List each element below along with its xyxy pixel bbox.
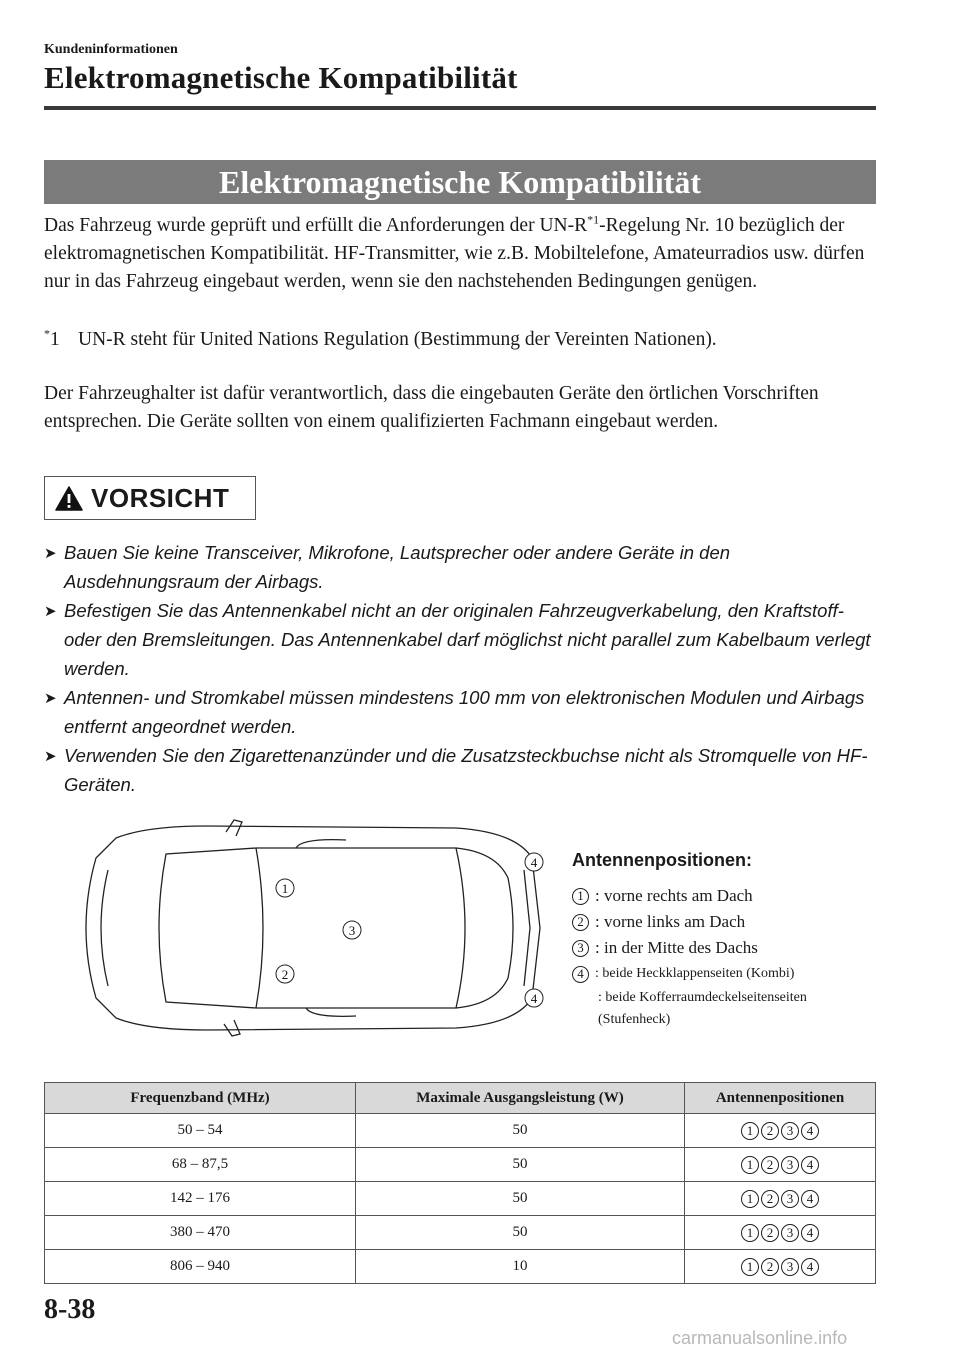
chapter-title: Elektromagnetische Kompatibilität xyxy=(44,60,518,95)
table-row xyxy=(45,1182,876,1216)
diagram-marker: 1 xyxy=(281,881,289,896)
arrow-bullet-icon: ➤ xyxy=(44,603,57,620)
intro-paragraph: Das Fahrzeug wurde geprüft und erfüllt die Anforderungen der $UN-R^{*1}$-Regelung Nr. 10 bezüglich der elektromagnetischen Kompatibilität. HF-Transmitter, wie z.B. Mobiltelefone, Amateurradios usw. dürfen nur in das Fahrzeug eingebaut werden, wenn sie den nachstehenden Bedingungen genügen. xyxy=(44,212,865,292)
column-header: Frequenzband (MHz) xyxy=(45,1083,356,1114)
caution-item: ➤ Bauen Sie keine Transceiver, Mikrofone, Lautsprecher oder andere Geräte in den Ausdehnungsraum der Airbags. xyxy=(44,538,884,596)
power-cell: 50 xyxy=(356,1114,685,1148)
legend-title: Antennenpositionen: xyxy=(572,850,752,870)
legend-subtext: (Stufenheck) xyxy=(598,1012,671,1027)
legend-item: 4 : beide Heckklappenseiten (Kombi) xyxy=(572,961,872,987)
legend-item: 3 : in der Mitte des Dachs xyxy=(572,935,872,961)
chapter-divider xyxy=(44,106,876,110)
power-cell: 50 xyxy=(356,1182,685,1216)
legend-subtext: : beide Kofferraumdeckelseitenseiten xyxy=(598,990,807,1005)
caution-list xyxy=(44,538,884,799)
column-header: Maximale Ausgangsleistung (W) xyxy=(356,1083,685,1114)
table-row xyxy=(45,1114,876,1148)
section-banner: Elektromagnetische Kompatibilität xyxy=(44,160,876,204)
positions-cell: 1 2 3 4 xyxy=(685,1148,876,1182)
caution-box xyxy=(44,476,256,520)
table-row xyxy=(45,1250,876,1284)
caution-item: ➤ Verwenden Sie den Zigarettenanzünder und die Zusatzsteckbuchse nicht als Stromquelle von HF-Geräten. xyxy=(44,741,884,799)
page-number: 8-38 xyxy=(44,1294,96,1325)
antenna-legend xyxy=(572,850,872,1031)
positions-cell: 1 2 3 4 xyxy=(685,1114,876,1148)
band-cell: 806 – 940 xyxy=(45,1250,356,1284)
footnote: *1 UN-R steht für United Nations Regulation (Bestimmung der Vereinten Nationen). xyxy=(44,326,717,350)
band-cell: 50 – 54 xyxy=(45,1114,356,1148)
arrow-bullet-icon: ➤ xyxy=(44,545,57,562)
responsibility-paragraph: Der Fahrzeughalter ist dafür verantwortlich, dass die eingebauten Geräte den örtlichen Vorschriften entsprechen. Die Geräte sollten von einem qualifizierten Fachmann eingebaut werden. xyxy=(44,383,819,432)
frequency-table xyxy=(44,1082,876,1284)
arrow-bullet-icon: ➤ xyxy=(44,748,57,765)
power-cell: 10 xyxy=(356,1250,685,1284)
positions-cell: 1 2 3 4 xyxy=(685,1182,876,1216)
table-row xyxy=(45,1148,876,1182)
warning-triangle-icon xyxy=(55,486,83,511)
watermark[interactable]: carmanualsonline.info xyxy=(672,1328,848,1348)
diagram-marker: 2 xyxy=(281,967,289,982)
positions-cell: 1 2 3 4 xyxy=(685,1216,876,1250)
power-cell: 50 xyxy=(356,1216,685,1250)
arrow-bullet-icon: ➤ xyxy=(44,690,57,707)
legend-item: 1 : vorne rechts am Dach xyxy=(572,883,872,909)
diagram-marker: 3 xyxy=(348,923,356,938)
band-cell: 68 – 87,5 xyxy=(45,1148,356,1182)
band-cell: 142 – 176 xyxy=(45,1182,356,1216)
power-cell: 50 xyxy=(356,1148,685,1182)
diagram-marker: 4 xyxy=(530,855,538,870)
section-label: Kundeninformationen xyxy=(44,42,178,57)
column-header: Antennenpositionen xyxy=(685,1083,876,1114)
caution-label: VORSICHT xyxy=(91,482,230,513)
footnote-ref: *1 xyxy=(587,212,600,227)
band-cell: 380 – 470 xyxy=(45,1216,356,1250)
caution-item: ➤ Befestigen Sie das Antennenkabel nicht an der originalen Fahrzeugverkabelung, den Kraftstoff- oder den Bremsleitungen. Das Antennenkabel darf möglichst nicht parallel zum Kabelbaum verlegt werden. xyxy=(44,596,884,683)
diagram-marker: 4 xyxy=(530,991,538,1006)
legend-item: 2 : vorne links am Dach xyxy=(572,909,872,935)
table-row xyxy=(45,1216,876,1250)
caution-item: ➤ Antennen- und Stromkabel müssen mindestens 100 mm von elektronischen Modulen und Airbags entfernt angeordnet werden. xyxy=(44,683,884,741)
car-antenna-diagram xyxy=(56,818,552,1038)
positions-cell: 1 2 3 4 xyxy=(685,1250,876,1284)
table-header-row xyxy=(45,1083,876,1114)
